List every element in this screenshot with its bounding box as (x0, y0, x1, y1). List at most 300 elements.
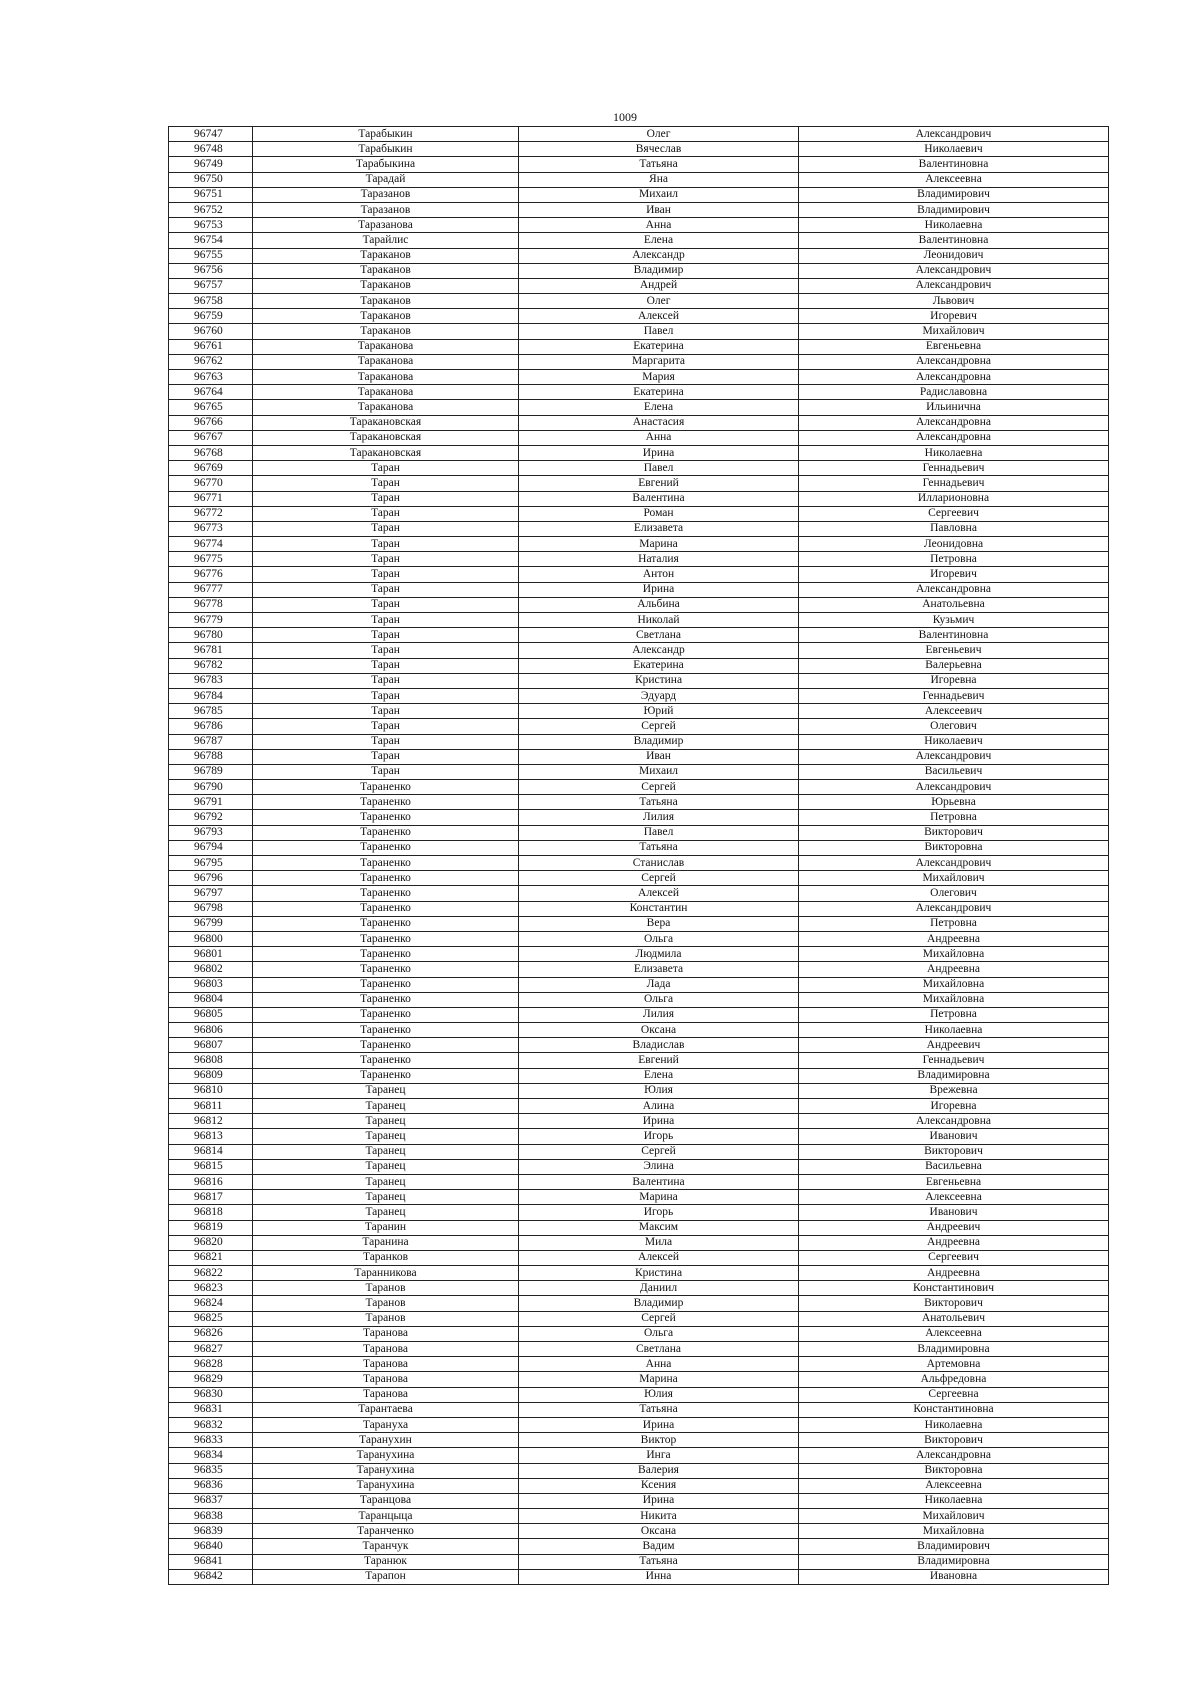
patronymic-cell: Александровна (799, 415, 1109, 430)
record-number-cell: 96800 (169, 931, 253, 946)
patronymic-cell: Сергеевна (799, 1387, 1109, 1402)
table-row (169, 157, 1109, 172)
last-name-cell: Тараненко (253, 1038, 519, 1053)
patronymic-cell: Алексеевич (799, 704, 1109, 719)
patronymic-cell: Львович (799, 294, 1109, 309)
last-name-cell: Тараненко (253, 992, 519, 1007)
table-row (169, 719, 1109, 734)
first-name-cell: Элина (519, 1159, 799, 1174)
table-row (169, 1296, 1109, 1311)
patronymic-cell: Радиславовна (799, 385, 1109, 400)
last-name-cell: Таразанова (253, 218, 519, 233)
patronymic-cell: Владимирович (799, 187, 1109, 202)
record-number-cell: 96789 (169, 764, 253, 779)
last-name-cell: Тараненко (253, 840, 519, 855)
record-number-cell: 96788 (169, 749, 253, 764)
first-name-cell: Татьяна (519, 1554, 799, 1569)
table-row (169, 233, 1109, 248)
table-row (169, 324, 1109, 339)
first-name-cell: Юрий (519, 704, 799, 719)
record-number-cell: 96817 (169, 1190, 253, 1205)
patronymic-cell: Леонидович (799, 248, 1109, 263)
last-name-cell: Таран (253, 673, 519, 688)
patronymic-cell: Андреевна (799, 1266, 1109, 1281)
patronymic-cell: Александрович (799, 901, 1109, 916)
table-row (169, 218, 1109, 233)
table-row (169, 521, 1109, 536)
record-number-cell: 96767 (169, 430, 253, 445)
table-row (169, 810, 1109, 825)
last-name-cell: Таранец (253, 1099, 519, 1114)
record-number-cell: 96833 (169, 1433, 253, 1448)
record-number-cell: 96771 (169, 491, 253, 506)
table-row (169, 795, 1109, 810)
patronymic-cell: Валерьевна (799, 658, 1109, 673)
table-row (169, 309, 1109, 324)
first-name-cell: Татьяна (519, 157, 799, 172)
record-number-cell: 96773 (169, 521, 253, 536)
table-row (169, 992, 1109, 1007)
table-row (169, 780, 1109, 795)
last-name-cell: Тарабыкина (253, 157, 519, 172)
table-row (169, 430, 1109, 445)
record-number-cell: 96803 (169, 977, 253, 992)
first-name-cell: Татьяна (519, 840, 799, 855)
first-name-cell: Вадим (519, 1539, 799, 1554)
patronymic-cell: Андреевич (799, 1038, 1109, 1053)
record-number-cell: 96747 (169, 127, 253, 142)
table-row (169, 445, 1109, 460)
table-row (169, 871, 1109, 886)
patronymic-cell: Александрович (799, 127, 1109, 142)
record-number-cell: 96749 (169, 157, 253, 172)
last-name-cell: Таранец (253, 1174, 519, 1189)
last-name-cell: Таран (253, 491, 519, 506)
first-name-cell: Алексей (519, 309, 799, 324)
patronymic-cell: Кузьмич (799, 613, 1109, 628)
first-name-cell: Светлана (519, 628, 799, 643)
record-number-cell: 96836 (169, 1478, 253, 1493)
last-name-cell: Тараканов (253, 294, 519, 309)
table-row (169, 1387, 1109, 1402)
record-number-cell: 96780 (169, 628, 253, 643)
last-name-cell: Тараненко (253, 977, 519, 992)
record-number-cell: 96825 (169, 1311, 253, 1326)
last-name-cell: Тараненко (253, 825, 519, 840)
table-row (169, 278, 1109, 293)
first-name-cell: Владимир (519, 263, 799, 278)
first-name-cell: Валентина (519, 491, 799, 506)
record-number-cell: 96802 (169, 962, 253, 977)
record-number-cell: 96798 (169, 901, 253, 916)
last-name-cell: Таранцова (253, 1493, 519, 1508)
record-number-cell: 96769 (169, 461, 253, 476)
table-row (169, 1114, 1109, 1129)
patronymic-cell: Васильевна (799, 1159, 1109, 1174)
last-name-cell: Таран (253, 643, 519, 658)
patronymic-cell: Альфредовна (799, 1372, 1109, 1387)
first-name-cell: Елена (519, 400, 799, 415)
last-name-cell: Таранец (253, 1159, 519, 1174)
record-number-cell: 96814 (169, 1144, 253, 1159)
table-row (169, 1493, 1109, 1508)
table-row (169, 704, 1109, 719)
last-name-cell: Таранец (253, 1083, 519, 1098)
table-row (169, 1281, 1109, 1296)
record-number-cell: 96786 (169, 719, 253, 734)
last-name-cell: Тараненко (253, 810, 519, 825)
patronymic-cell: Александрович (799, 749, 1109, 764)
patronymic-cell: Михайлович (799, 1509, 1109, 1524)
patronymic-cell: Владимировна (799, 1342, 1109, 1357)
roster-table (168, 126, 1109, 1585)
patronymic-cell: Андреевна (799, 1235, 1109, 1250)
last-name-cell: Тарапон (253, 1569, 519, 1584)
record-number-cell: 96827 (169, 1342, 253, 1357)
record-number-cell: 96787 (169, 734, 253, 749)
first-name-cell: Анна (519, 218, 799, 233)
table-row (169, 1083, 1109, 1098)
last-name-cell: Таранчук (253, 1539, 519, 1554)
table-row (169, 202, 1109, 217)
record-number-cell: 96795 (169, 856, 253, 871)
table-row (169, 673, 1109, 688)
first-name-cell: Татьяна (519, 1402, 799, 1417)
last-name-cell: Тараненко (253, 1007, 519, 1022)
first-name-cell: Павел (519, 324, 799, 339)
first-name-cell: Никита (519, 1509, 799, 1524)
table-row (169, 1402, 1109, 1417)
last-name-cell: Тараненко (253, 780, 519, 795)
record-number-cell: 96758 (169, 294, 253, 309)
first-name-cell: Станислав (519, 856, 799, 871)
table-row (169, 1357, 1109, 1372)
patronymic-cell: Сергеевич (799, 1250, 1109, 1265)
first-name-cell: Павел (519, 825, 799, 840)
record-number-cell: 96804 (169, 992, 253, 1007)
patronymic-cell: Владимирович (799, 1539, 1109, 1554)
table-row (169, 1326, 1109, 1341)
first-name-cell: Елена (519, 1068, 799, 1083)
table-row (169, 1205, 1109, 1220)
record-number-cell: 96757 (169, 278, 253, 293)
patronymic-cell: Валентиновна (799, 157, 1109, 172)
last-name-cell: Тараканов (253, 278, 519, 293)
record-number-cell: 96823 (169, 1281, 253, 1296)
last-name-cell: Таранова (253, 1326, 519, 1341)
record-number-cell: 96763 (169, 370, 253, 385)
first-name-cell: Павел (519, 461, 799, 476)
first-name-cell: Ирина (519, 1417, 799, 1432)
table-row (169, 354, 1109, 369)
table-row (169, 947, 1109, 962)
last-name-cell: Таранов (253, 1281, 519, 1296)
patronymic-cell: Викторович (799, 1296, 1109, 1311)
last-name-cell: Таранухина (253, 1463, 519, 1478)
last-name-cell: Таран (253, 537, 519, 552)
table-row (169, 749, 1109, 764)
table-row (169, 1554, 1109, 1569)
first-name-cell: Наталия (519, 552, 799, 567)
page-number: 1009 (613, 110, 637, 124)
first-name-cell: Ирина (519, 582, 799, 597)
patronymic-cell: Николаевна (799, 445, 1109, 460)
record-number-cell: 96821 (169, 1250, 253, 1265)
patronymic-cell: Алексеевна (799, 172, 1109, 187)
table-row (169, 825, 1109, 840)
table-row (169, 187, 1109, 202)
first-name-cell: Марина (519, 537, 799, 552)
record-number-cell: 96776 (169, 567, 253, 582)
table-row (169, 886, 1109, 901)
patronymic-cell: Александровна (799, 1114, 1109, 1129)
patronymic-cell: Николаевна (799, 1023, 1109, 1038)
patronymic-cell: Алексеевна (799, 1326, 1109, 1341)
patronymic-cell: Артемовна (799, 1357, 1109, 1372)
record-number-cell: 96834 (169, 1448, 253, 1463)
table-row (169, 582, 1109, 597)
last-name-cell: Таран (253, 567, 519, 582)
first-name-cell: Владимир (519, 1296, 799, 1311)
record-number-cell: 96807 (169, 1038, 253, 1053)
record-number-cell: 96785 (169, 704, 253, 719)
patronymic-cell: Игоревна (799, 1099, 1109, 1114)
record-number-cell: 96754 (169, 233, 253, 248)
last-name-cell: Тараканова (253, 400, 519, 415)
table-row (169, 1448, 1109, 1463)
patronymic-cell: Иванович (799, 1129, 1109, 1144)
patronymic-cell: Петровна (799, 1007, 1109, 1022)
table-row (169, 931, 1109, 946)
patronymic-cell: Владимировна (799, 1554, 1109, 1569)
last-name-cell: Таран (253, 552, 519, 567)
record-number-cell: 96774 (169, 537, 253, 552)
first-name-cell: Александр (519, 643, 799, 658)
record-number-cell: 96779 (169, 613, 253, 628)
last-name-cell: Тараканова (253, 385, 519, 400)
patronymic-cell: Андреевна (799, 931, 1109, 946)
first-name-cell: Ольга (519, 992, 799, 1007)
last-name-cell: Тараненко (253, 901, 519, 916)
first-name-cell: Екатерина (519, 658, 799, 673)
patronymic-cell: Игоревна (799, 673, 1109, 688)
last-name-cell: Тараканова (253, 339, 519, 354)
last-name-cell: Таран (253, 461, 519, 476)
patronymic-cell: Валентиновна (799, 628, 1109, 643)
last-name-cell: Тарабыкин (253, 142, 519, 157)
table-row (169, 491, 1109, 506)
table-row (169, 734, 1109, 749)
patronymic-cell: Геннадьевич (799, 476, 1109, 491)
last-name-cell: Тараканов (253, 309, 519, 324)
patronymic-cell: Сергеевич (799, 506, 1109, 521)
patronymic-cell: Олегович (799, 719, 1109, 734)
table-row (169, 248, 1109, 263)
last-name-cell: Таран (253, 764, 519, 779)
record-number-cell: 96792 (169, 810, 253, 825)
table-row (169, 977, 1109, 992)
record-number-cell: 96810 (169, 1083, 253, 1098)
patronymic-cell: Анатольевна (799, 597, 1109, 612)
patronymic-cell: Геннадьевич (799, 461, 1109, 476)
patronymic-cell: Врежевна (799, 1083, 1109, 1098)
last-name-cell: Таранникова (253, 1266, 519, 1281)
first-name-cell: Даниил (519, 1281, 799, 1296)
patronymic-cell: Николаевич (799, 142, 1109, 157)
table-row (169, 1311, 1109, 1326)
patronymic-cell: Евгеньевна (799, 339, 1109, 354)
first-name-cell: Эдуард (519, 688, 799, 703)
record-number-cell: 96828 (169, 1357, 253, 1372)
table-row (169, 1159, 1109, 1174)
last-name-cell: Таранцыца (253, 1509, 519, 1524)
patronymic-cell: Александрович (799, 263, 1109, 278)
table-row (169, 415, 1109, 430)
table-row (169, 688, 1109, 703)
record-number-cell: 96842 (169, 1569, 253, 1584)
record-number-cell: 96752 (169, 202, 253, 217)
first-name-cell: Анна (519, 1357, 799, 1372)
record-number-cell: 96783 (169, 673, 253, 688)
first-name-cell: Маргарита (519, 354, 799, 369)
table-row (169, 294, 1109, 309)
table-row (169, 1099, 1109, 1114)
patronymic-cell: Александровна (799, 354, 1109, 369)
patronymic-cell: Ильинична (799, 400, 1109, 415)
last-name-cell: Тарантаева (253, 1402, 519, 1417)
last-name-cell: Тараканова (253, 354, 519, 369)
record-number-cell: 96809 (169, 1068, 253, 1083)
first-name-cell: Альбина (519, 597, 799, 612)
first-name-cell: Ирина (519, 445, 799, 460)
record-number-cell: 96811 (169, 1099, 253, 1114)
first-name-cell: Виктор (519, 1433, 799, 1448)
record-number-cell: 96770 (169, 476, 253, 491)
last-name-cell: Таран (253, 476, 519, 491)
patronymic-cell: Викторович (799, 1433, 1109, 1448)
first-name-cell: Сергей (519, 719, 799, 734)
table-row (169, 901, 1109, 916)
table-row (169, 127, 1109, 142)
patronymic-cell: Викторович (799, 825, 1109, 840)
last-name-cell: Тараненко (253, 886, 519, 901)
table-row (169, 1266, 1109, 1281)
patronymic-cell: Леонидовна (799, 537, 1109, 552)
first-name-cell: Михаил (519, 187, 799, 202)
record-number-cell: 96778 (169, 597, 253, 612)
patronymic-cell: Александрович (799, 278, 1109, 293)
last-name-cell: Тараканов (253, 263, 519, 278)
last-name-cell: Таран (253, 521, 519, 536)
record-number-cell: 96816 (169, 1174, 253, 1189)
last-name-cell: Таран (253, 597, 519, 612)
last-name-cell: Таранец (253, 1205, 519, 1220)
table-row (169, 1569, 1109, 1584)
first-name-cell: Сергей (519, 1144, 799, 1159)
last-name-cell: Таранова (253, 1357, 519, 1372)
record-number-cell: 96766 (169, 415, 253, 430)
table-row (169, 1524, 1109, 1539)
first-name-cell: Сергей (519, 1311, 799, 1326)
last-name-cell: Тараненко (253, 871, 519, 886)
table-row (169, 856, 1109, 871)
last-name-cell: Таразанов (253, 187, 519, 202)
first-name-cell: Марина (519, 1372, 799, 1387)
record-number-cell: 96805 (169, 1007, 253, 1022)
patronymic-cell: Анатольевич (799, 1311, 1109, 1326)
first-name-cell: Вера (519, 916, 799, 931)
patronymic-cell: Александровна (799, 370, 1109, 385)
last-name-cell: Таранченко (253, 1524, 519, 1539)
record-number-cell: 96837 (169, 1493, 253, 1508)
record-number-cell: 96764 (169, 385, 253, 400)
patronymic-cell: Николаевич (799, 734, 1109, 749)
patronymic-cell: Васильевич (799, 764, 1109, 779)
first-name-cell: Сергей (519, 871, 799, 886)
last-name-cell: Таранина (253, 1235, 519, 1250)
first-name-cell: Максим (519, 1220, 799, 1235)
patronymic-cell: Викторовна (799, 1463, 1109, 1478)
record-number-cell: 96831 (169, 1402, 253, 1417)
record-number-cell: 96768 (169, 445, 253, 460)
record-number-cell: 96750 (169, 172, 253, 187)
record-number-cell: 96791 (169, 795, 253, 810)
patronymic-cell: Юрьевна (799, 795, 1109, 810)
record-number-cell: 96829 (169, 1372, 253, 1387)
table-row (169, 597, 1109, 612)
first-name-cell: Иван (519, 202, 799, 217)
first-name-cell: Игорь (519, 1205, 799, 1220)
patronymic-cell: Петровна (799, 916, 1109, 931)
record-number-cell: 96832 (169, 1417, 253, 1432)
last-name-cell: Таран (253, 506, 519, 521)
first-name-cell: Яна (519, 172, 799, 187)
first-name-cell: Андрей (519, 278, 799, 293)
last-name-cell: Таразанов (253, 202, 519, 217)
patronymic-cell: Петровна (799, 810, 1109, 825)
table-row (169, 1129, 1109, 1144)
record-number-cell: 96748 (169, 142, 253, 157)
record-number-cell: 96840 (169, 1539, 253, 1554)
table-row (169, 142, 1109, 157)
last-name-cell: Тараненко (253, 856, 519, 871)
first-name-cell: Олег (519, 294, 799, 309)
table-row (169, 1053, 1109, 1068)
record-number-cell: 96806 (169, 1023, 253, 1038)
table-row (169, 1417, 1109, 1432)
first-name-cell: Иван (519, 749, 799, 764)
last-name-cell: Тараненко (253, 916, 519, 931)
table-row (169, 1220, 1109, 1235)
record-number-cell: 96793 (169, 825, 253, 840)
first-name-cell: Валентина (519, 1174, 799, 1189)
first-name-cell: Игорь (519, 1129, 799, 1144)
patronymic-cell: Александровна (799, 582, 1109, 597)
last-name-cell: Тараканов (253, 248, 519, 263)
table-row (169, 643, 1109, 658)
last-name-cell: Таранов (253, 1311, 519, 1326)
first-name-cell: Лада (519, 977, 799, 992)
patronymic-cell: Александрович (799, 856, 1109, 871)
table-row (169, 916, 1109, 931)
last-name-cell: Таран (253, 734, 519, 749)
record-number-cell: 96838 (169, 1509, 253, 1524)
last-name-cell: Таран (253, 749, 519, 764)
first-name-cell: Евгений (519, 1053, 799, 1068)
table-row (169, 840, 1109, 855)
last-name-cell: Таран (253, 628, 519, 643)
first-name-cell: Алексей (519, 1250, 799, 1265)
